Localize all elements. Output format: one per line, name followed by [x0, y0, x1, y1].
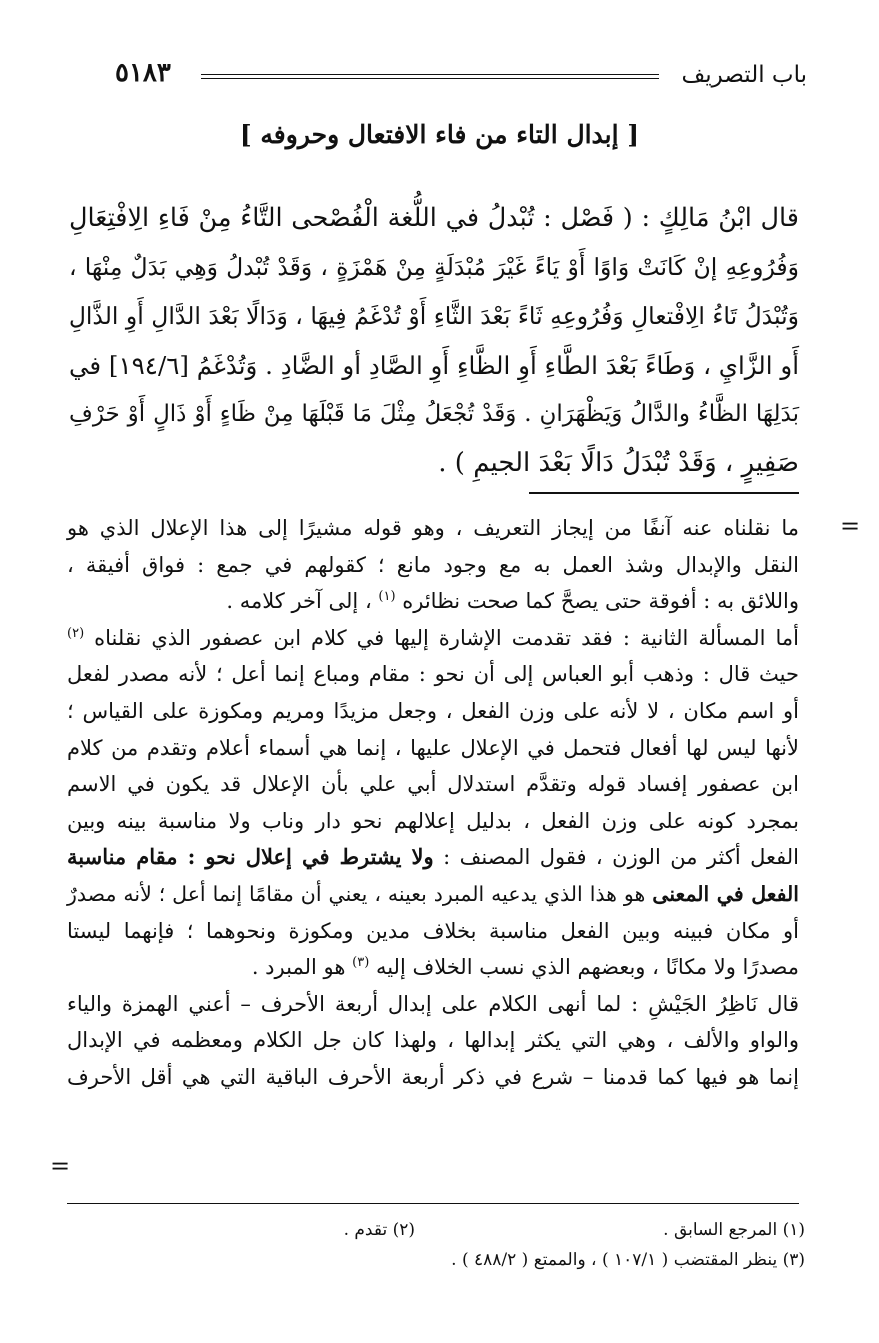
footnote-ref: (٣) — [352, 955, 370, 971]
commentary-line-text: واللائق به : أفوقة حتى يصحَّ كما صحت نظائره — [402, 589, 799, 614]
commentary-line-text: مصدرًا ولا مكانًا ، وبعضهم الذي نسب الخلاف إليه — [375, 955, 799, 980]
footnotes — [65, 1215, 805, 1275]
commentary-line — [67, 876, 799, 913]
commentary-line: ابن عصفور إفساد قوله وتقدَّم استدلال أبي علي بأن الإعلال قد يكون في الاسم — [67, 772, 799, 797]
commentary-line — [67, 839, 799, 876]
commentary-line: إنما هو فيها كما قدمنا – شرع في ذكر أربعة الأحرف الباقية التي هي أقل الأحرف — [67, 1064, 799, 1089]
footnote-row — [65, 1215, 805, 1245]
commentary-line: أو مكان فبينه وبين الفعل مناسبة بخلاف مدين ومكوزة ونحوهما ؛ فإنهما ليستا — [67, 918, 799, 943]
footnote-3: (٣) ينظر المقتضب ( ١٠٧/١ ) ، والممتع ( ٤٨٨/٢ ) . — [451, 1250, 805, 1270]
running-header — [115, 60, 807, 94]
commentary-line: أو اسم مكان ، لا لأنه على وزن الفعل ، وجعل مزيدًا ومريم ومكوزة على القياس ؛ — [67, 698, 799, 723]
matn-line-text: ( فَصْل : تُبْدلُ في اللُّغة الْفُصْحى التَّاءُ مِنْ فَاءِ الِافْتِعَالِ — [69, 203, 633, 233]
commentary-line: حيث قال : وذهب أبو العباس إلى أن نحو : مقام ومباع إنما أعل ؛ لأنه مصدر لفعل — [67, 662, 799, 687]
footnote-2: (٢) تقدم . — [343, 1220, 415, 1240]
speaker-name: قال ابْنُ مَالِكٍ : — [641, 203, 799, 233]
commentary-line: النقل والإبدال وشذ العمل به مع وجود مانع ؛ كقولهم في جمع : فواق أفيقة ، — [67, 552, 799, 577]
commentary-line — [67, 949, 799, 986]
commentary-line: ما نقلناه عنه آنفًا من إيجاز التعريف ، وهو قوله مشيرًا إلى هذا الإعلال الذي هو — [67, 516, 799, 540]
commentary-line-tail: ، إلى آخر كلامه . — [226, 589, 372, 614]
section-heading-text: [ إبدال التاء من فاء الافتعال وحروفه ] — [239, 120, 640, 149]
matn-line: وَتُبْدَلُ تَاءُ الِافْتعالِ وَفُرُوعِهِ ثَاءً بَعْدَ الثَّاءِ أَوْ تُدْغَمُ فِيهَا ، وَدَالًا بَعْدَ الدَّالِ أَوِ الذَّالِ — [68, 302, 799, 330]
quoted-text-bold: ولا يشترط في إعلال نحو : مقام مناسبة — [67, 844, 434, 870]
commentary-line-text: أما المسألة الثانية : فقد تقدمت الإشارة إليها في كلام ابن عصفور الذي نقلناه — [94, 625, 799, 650]
footnote-row — [65, 1245, 805, 1275]
commentary-line-text: الفعل أكثر من الوزن ، فقول المصنف : — [443, 845, 799, 870]
footnote-ref: (١) — [378, 589, 396, 605]
continuation-mark-end: = — [50, 1152, 71, 1180]
commentary-line-text: هو هذا الذي يدعيه المبرد بعينه ، يعني أن مقامًا إنما أعل ؛ لأنه مصدرٌ — [67, 881, 646, 906]
matn-line: صَفِيرٍ ، وَقَدْ تُبْدَلُ دَالًا بَعْدَ الجيمِ ) . — [438, 448, 799, 478]
footnote-ref: (٢) — [67, 625, 85, 641]
matn-separator-rule — [529, 492, 799, 494]
commentary-line: قال نَاظِرُ الجَيْشِ : لما أنهى الكلام على إبدال أربعة الأحرف – أعني الهمزة والياء — [67, 991, 799, 1016]
matn-line: أَو الزَّايِ ، وَطَاءً بَعْدَ الطَّاءِ أَوِ الظَّاءِ أَوِ الصَّادِ أو الضَّادِ . وَتُدْغَمُ [١٩٤/٦] في — [69, 351, 799, 380]
matn-line: وَفُرُوعِهِ إنْ كَانَتْ وَاوًا أَوْ يَاءً غَيْرَ مُبْدَلَةٍ مِنْ هَمْزَةٍ ، وَقَدْ تُبْدلُ وَهِي بَدَلٌ مِنْهَا ، — [69, 253, 799, 281]
header-double-rule — [201, 74, 659, 79]
footnote-separator-rule — [67, 1203, 799, 1204]
footnote-1: (١) المرجع السابق . — [663, 1220, 805, 1240]
commentary-line: لأنها ليس لها أفعال فتحمل في الإعلال عليها ، إنما هي أسماء أعلام وتقدم من كلام — [67, 735, 799, 760]
quoted-text-bold: الفعل في المعنى — [652, 881, 799, 906]
matn-line: بَدَلِهَا الظَّاءُ والدَّالُ وَيَظْهَرَانِ . وَقَدْ تُجْعَلُ مِثْلَ مَا قَبْلَهَا مِنْ ظَاءٍ أَوْ ذَالٍ أَوْ حَرْفِ — [69, 401, 799, 427]
section-heading — [0, 120, 879, 149]
matn-text — [69, 194, 799, 488]
page-number: ٥١٨٣ — [115, 58, 171, 88]
chapter-title: باب التصريف — [681, 62, 807, 88]
commentary-line — [67, 620, 799, 657]
commentary-line: بمجرد كونه على وزن الفعل ، بدليل إعلالهم نحو دار وناب ولا مناسبة بينه وبين — [67, 808, 799, 833]
commentary-line: والواو والألف ، وهي التي يكثر إبدالها ، ولهذا كان جل الكلام ومعظمه في الإبدال — [67, 1028, 799, 1053]
continuation-mark: = — [840, 512, 861, 540]
commentary-line-tail: هو المبرد . — [251, 955, 346, 980]
commentary-line — [67, 583, 799, 620]
matn-line — [69, 194, 799, 243]
commentary-text — [67, 510, 799, 1096]
